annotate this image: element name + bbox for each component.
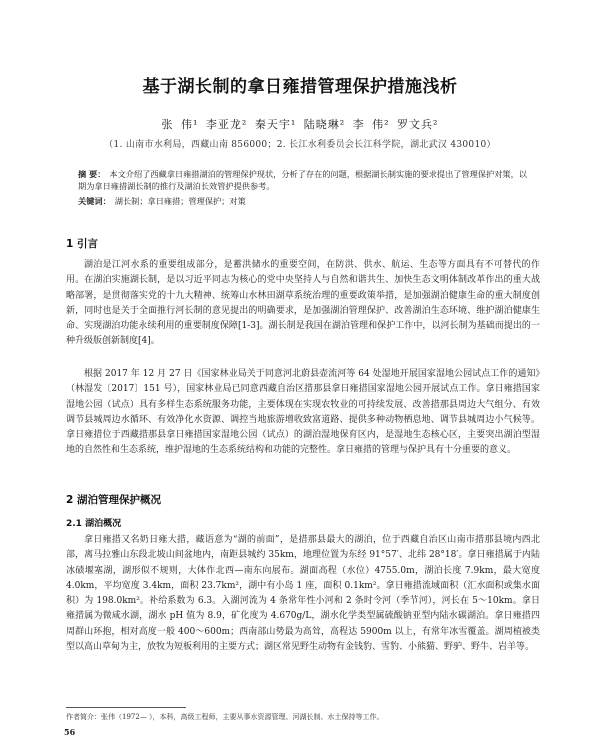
abstract-text: 本文介绍了西藏拿日雍措湖泊的管理保护现状，分析了存在的问题，根据湖长制实施的要求提出了管理保护对策，以期为拿日雍措湖长制的推行及湖泊长效管护提供参考。: [78, 169, 527, 191]
section-1-heading: 1 引言: [66, 238, 98, 250]
page-number: 56: [64, 727, 76, 737]
author-footnote: 作者简介：张伟（1972— ），本科，高级工程师，主要从事水资源管理、河湖长制、水土保持等工作。: [66, 713, 384, 721]
keywords-text: 湖长制；拿日雍措；管理保护；对策: [114, 196, 246, 206]
author-affiliations: （1. 山南市水利局，西藏山南 856000；2. 长江水利委员会长江科学院，湖北武汉 430010）: [104, 140, 496, 150]
keywords-label: 关键词：: [78, 196, 111, 206]
section-1-paragraph-1: 湖泊是江河水系的重要组成部分，是蓄洪储水的重要空间，在防洪、供水、航运、生态等方面具有不可替代的作用。在湖泊实施湖长制，是以习近平同志为核心的党中央坚持人与自然和谐共生、加快生态文明体制改革作出的重大战略部署，是贯彻落实党的十九大精神、统筹山水林田湖草系统治理的重要政策举措，是加强湖泊健康生命的重大制度创新，同时也是关于全面推行河长制的意见提出的明确要求，是加强湖泊管理保护、改善湖泊生态环境、维护湖泊健康生命、实现湖泊功能永续利用的重要制度保障[1-3]。湖长制是我国在湖泊管理和保护工作中，以河长制为基础而提出的一种升级版创新制度[4]。: [66, 260, 540, 347]
abstract-label: 摘 要：: [78, 169, 106, 179]
section-1-paragraph-2: 根据 2017 年 12 月 27 日《国家林业局关于同意河北蔚县壶流河等 64 处湿地开展国家湿地公园试点工作的通知》（林湿发〔2017〕151 号），国家林业局已同意西藏自治区措那县拿日雍措国家湿地公园开展试点工作。拿日雍措国家湿地公园（试点）具有多样生态系统服务功能，主要体现在实现农牧业的可持续发展、改善措那县周边大气组分、有效调节县城周边水循环、有效净化水资源、调控当地旅游增收致富道路、提供多种动物栖息地、调节县城周边小气候等。拿日雍措位于西藏措那县拿日雍措国家湿地公园（试点）的湖泊湿地保育区内，是湿地生态核心区，主要突出湖泊型湿地的自然性和生态系统，维护湿地的生态系统结构和功能的完整性。拿日雍措的管理与保护具有十分重要的意义。: [66, 369, 540, 456]
section-2-1-heading: 2.1 湖泊概况: [66, 519, 122, 529]
section-2-1-paragraph-1: 拿日雍措又名奶日雍大措，藏语意为“湖的前面”，是措那县最大的湖泊，位于西藏自治区山南市措那县境内西北部，离马拉雅山东段北坡山间盆地内，南距县城约 35km，地理位置为东经 91°57′、北纬 28°18′。拿日雍措属于内陆冰碛堰塞湖，湖形似不规则，大体作北西—南东向展布。湖面高程（水位）4755.0m，湖泊长度 7.9km，最大宽度 4.0km，平均宽度 3.4km，面积 23.7km²，湖中有小岛 1 座，面积 0.1km²。拿日雍措流域面积（汇水面积或集水面积）为 198.0km²。补给系数为 6.3。入湖河流为 4 条常年性小河和 2 条时令河（季节河），河长在 5～10km。拿日雍措属为微咸水湖，湖水 pH 值为 8.9，矿化度为 4.670g/L，湖水化学类型属硫酸钠亚型内陆水碳湖泊。拿日雍措四周群山环抱，相对高度一般 400～600m；西南部山势最为高耸，高程达 5900m 以上，有常年冰雪覆盖。湖周植被类型以高山草甸为主，放牧为短板利用的主要方式；湖区常见野生动物有金钱豹、雪豹、小熊猫、野驴、野牛、岩羊等。: [66, 535, 540, 653]
paper-title: 基于湖长制的拿日雍措管理保护措施浅析: [142, 77, 458, 97]
author-list: 张 伟¹ 李亚龙² 秦天宇¹ 陆晓琳² 李 伟² 罗文兵²: [161, 118, 439, 131]
section-2-heading: 2 湖泊管理保护概况: [66, 494, 161, 506]
footnote-divider: [66, 707, 186, 708]
keywords: [78, 195, 530, 207]
abstract: [78, 168, 530, 192]
